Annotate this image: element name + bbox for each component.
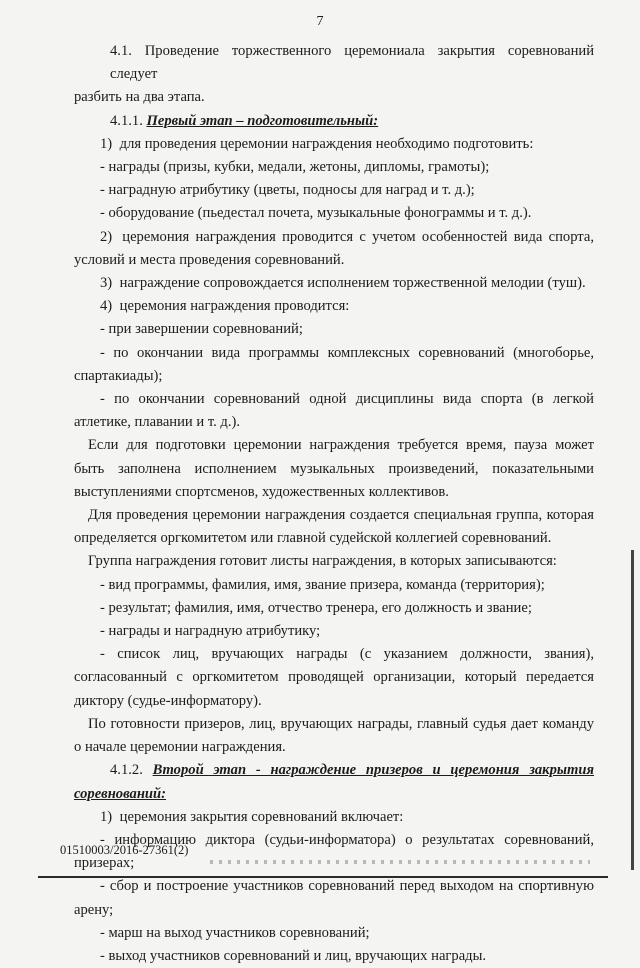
item-text: церемония награждения проводится с учетом особенностей вида спорта, (122, 228, 594, 245)
section-4-1-2-heading-cont (74, 783, 594, 806)
paragraph-cont: выступлениями спортсменов, художественных коллективов. (74, 483, 449, 500)
bullet-item: - сбор и построение участников соревнований перед выходом на спортивную (100, 878, 594, 895)
list-item-2 (74, 226, 594, 249)
paragraph-cont: определяется оргкомитетом или главной судейской коллегией соревнований. (74, 530, 552, 547)
list-item-4 (74, 295, 594, 318)
document-body (74, 40, 594, 968)
paragraph: Если для подготовки церемонии награждения требуется время, пауза может (88, 437, 594, 454)
bullet-item: - оборудование (пьедестал почета, музыкальные фонограммы и т. д.). (100, 205, 532, 222)
item-number: 2) (100, 228, 113, 245)
page-number: 7 (316, 14, 324, 29)
item-text: для проведения церемонии награждения необходимо подготовить: (119, 135, 534, 152)
list-item-1 (74, 806, 594, 829)
item-text: награждение сопровождается исполнением торжественной мелодии (туш). (119, 275, 586, 292)
section-number: 4.1.2. (110, 762, 143, 779)
bullet-item-cont: спартакиады); (74, 367, 163, 384)
item-number: 3) (100, 275, 113, 292)
bullet-item: - информацию диктора (судьи-информатора) о результатах соревнований, (100, 831, 594, 848)
bullet-item: - наградную атрибутику (цветы, подносы для наград и т. д.); (100, 182, 475, 199)
list-item-1 (74, 133, 594, 156)
item-number: 1) (100, 808, 113, 825)
bullet-item-cont: атлетике, плавании и т. д.). (74, 414, 241, 431)
section-4-1-1-heading (74, 110, 594, 133)
bullet-item: - вид программы, фамилия, имя, звание призера, команда (территория); (100, 576, 545, 593)
bullet-item: - по окончании соревнований одной дисциплины вида спорта (в легкой (100, 391, 594, 408)
item-text: церемония награждения проводится: (119, 298, 350, 315)
document-code: 01510003/2016-27361(2) (60, 843, 189, 857)
scan-noise (210, 860, 590, 864)
bullet-item-cont: согласованный с оргкомитетом проводящей организации, который передается (74, 669, 594, 686)
paragraph-4-1: 4.1. Проведение торжественного церемониала закрытия соревнований следует (110, 43, 594, 83)
section-4-1-2-heading (74, 759, 594, 782)
paragraph: Группа награждения готовит листы награждения, в которых записываются: (88, 553, 557, 570)
bullet-item: - выход участников соревнований и лиц, вручающих награды. (100, 947, 487, 964)
section-title: Первый этап – подготовительный: (146, 112, 379, 129)
scan-edge-mark (631, 550, 634, 870)
bullet-item-cont: арену; (74, 901, 114, 918)
list-item-3 (74, 272, 594, 295)
bullet-item-cont: призерах; (74, 855, 135, 872)
bullet-item: - по окончании вида программы комплексных соревнований (многоборье, (100, 344, 594, 361)
item-number: 1) (100, 135, 113, 152)
paragraph-4-1-cont: разбить на два этапа. (74, 89, 205, 106)
list-item-2-cont: условий и места проведения соревнований. (74, 251, 345, 268)
section-title-cont: соревнований: (74, 785, 167, 802)
section-title: Второй этап - награждение призеров и церемония закрытия (152, 762, 594, 779)
paragraph: Для проведения церемонии награждения создается специальная группа, которая (88, 507, 594, 524)
bullet-item: - марш на выход участников соревнований; (100, 924, 370, 941)
bullet-item: - список лиц, вручающих награды (с указанием должности, звания), (100, 646, 594, 663)
bullet-item: - награды (призы, кубки, медали, жетоны, дипломы, грамоты); (100, 159, 490, 176)
footer-rule (38, 876, 608, 878)
paragraph-cont: о начале церемонии награждения. (74, 739, 286, 756)
paragraph: По готовности призеров, лиц, вручающих награды, главный судья дает команду (88, 715, 594, 732)
item-number: 4) (100, 298, 113, 315)
paragraph-cont: быть заполнена исполнением музыкальных произведений, показательными (74, 460, 594, 477)
section-number: 4.1.1. (110, 112, 143, 129)
bullet-item-cont: диктору (судье-информатору). (74, 692, 262, 709)
bullet-item: - результат; фамилия, имя, отчество тренера, его должность и звание; (100, 599, 532, 616)
bullet-item: - награды и наградную атрибутику; (100, 623, 321, 640)
item-text: церемония закрытия соревнований включает: (119, 808, 404, 825)
bullet-item: - при завершении соревнований; (100, 321, 303, 338)
